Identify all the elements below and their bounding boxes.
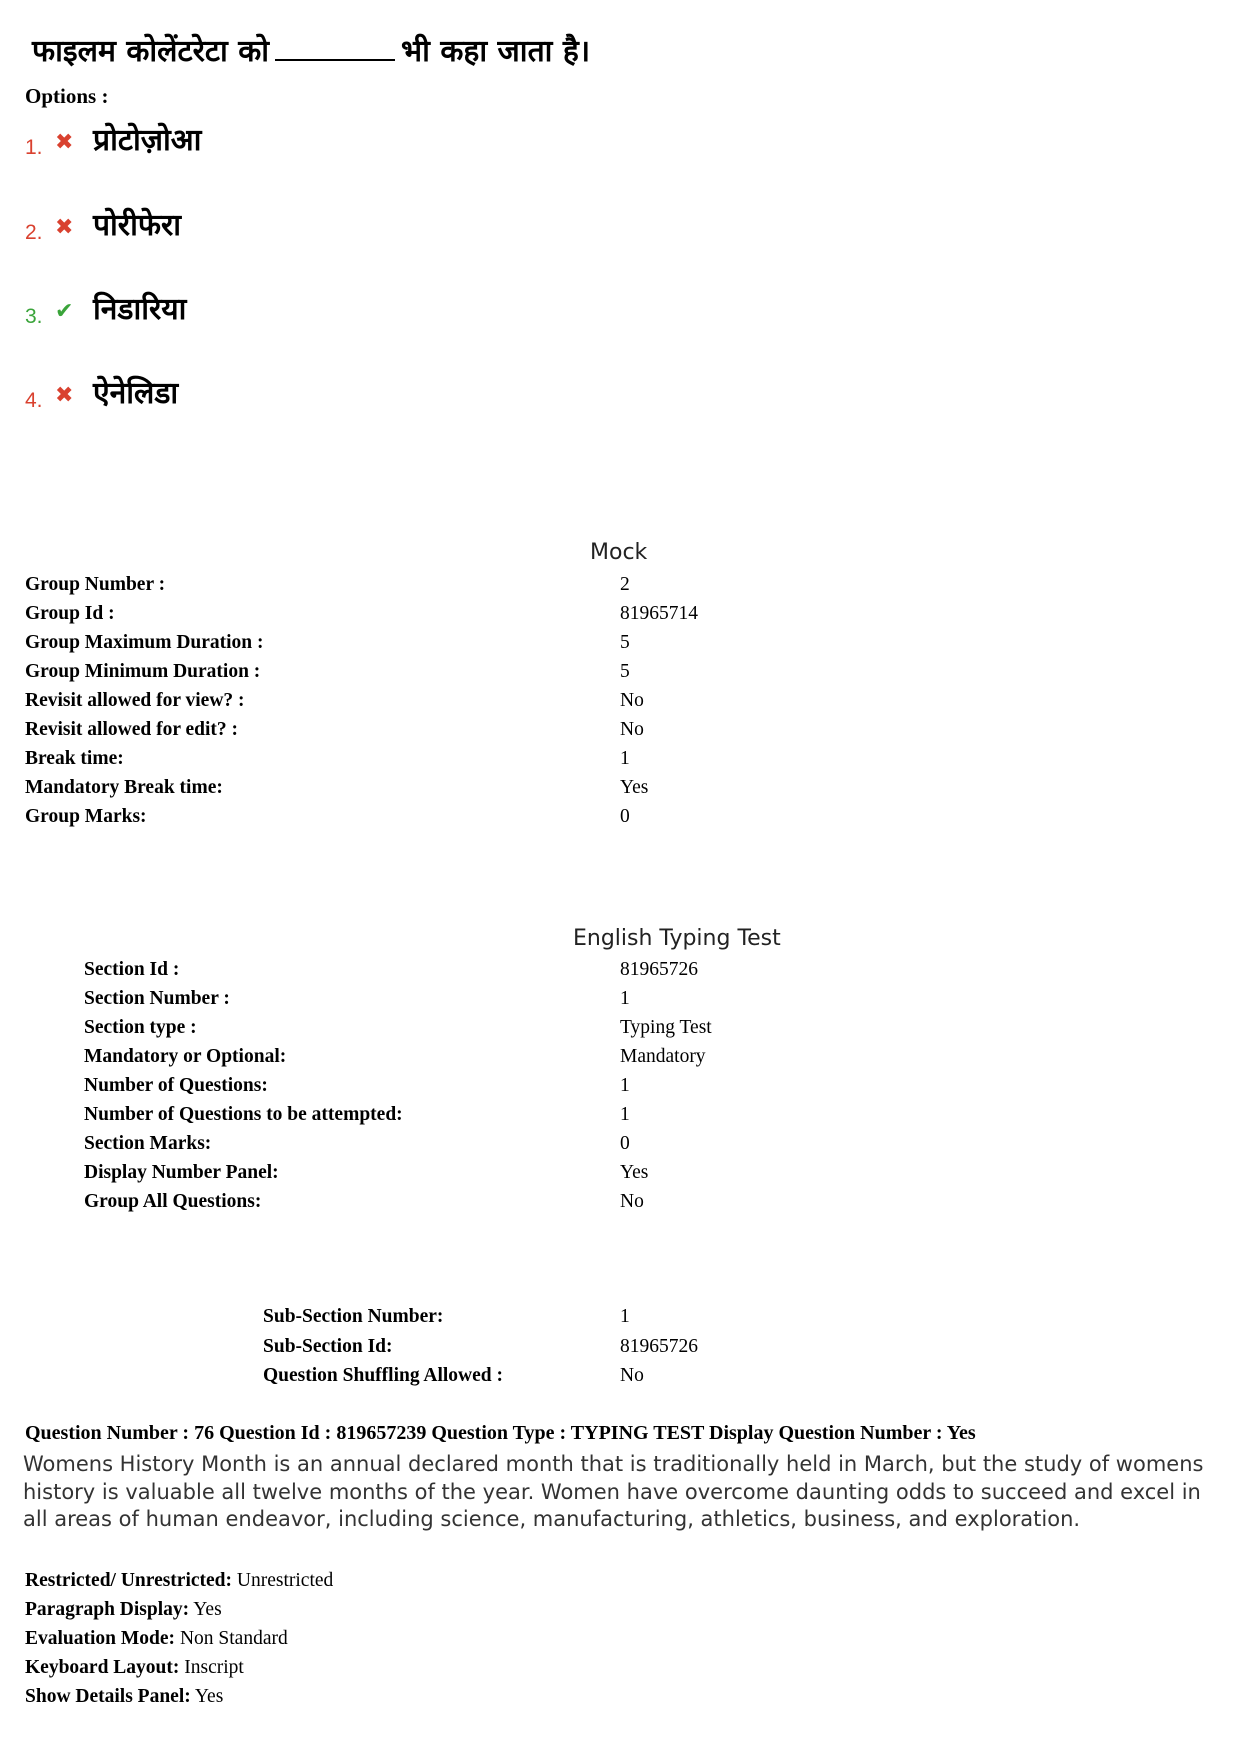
group-label: Group Marks: [25,806,147,827]
subsection-value: 81965726 [620,1335,698,1357]
section-label: Section type : [84,1017,197,1038]
typing-detail-value: Yes [193,1599,222,1620]
group-row [25,628,1200,657]
typing-detail-row [25,1657,244,1679]
typing-detail-label: Keyboard Layout: [25,1657,180,1678]
section-value: 1 [620,1104,630,1125]
section-row [84,1100,1200,1129]
typing-detail-label: Show Details Panel: [25,1686,191,1707]
section-row [84,984,1200,1013]
group-row [25,570,1200,599]
section-label: Section Number : [84,988,230,1009]
section-value: Mandatory [620,1046,706,1067]
group-label: Revisit allowed for edit? : [25,719,239,740]
subsection-value: No [620,1365,644,1386]
cross-icon: ✖ [55,215,74,240]
group-value: 5 [620,661,630,682]
group-label: Group Number : [25,574,166,595]
subsection-label: Question Shuffling Allowed : [263,1365,504,1386]
group-label: Group Maximum Duration : [25,632,264,653]
typing-detail-row [25,1686,223,1708]
section-row [84,1071,1200,1100]
group-label: Group Id : [25,603,115,624]
group-value: 0 [620,806,630,827]
group-row [25,802,1200,831]
typing-detail-value: Unrestricted [236,1570,334,1591]
group-value: No [620,690,644,711]
group-value: No [620,719,644,740]
section-value: No [620,1191,644,1212]
cross-icon: ✖ [55,383,74,408]
group-value: 81965714 [620,603,698,624]
section-heading: English Typing Test [573,926,781,951]
option-number: 2. [25,221,43,244]
section-value: Yes [620,1162,649,1183]
section-value: 81965726 [620,959,698,980]
option-item [25,287,525,327]
group-value: 5 [620,632,630,653]
group-value: 1 [620,748,630,769]
section-label: Section Id : [84,959,180,980]
typing-detail-row [25,1570,333,1592]
section-value: 0 [620,1133,630,1154]
section-label: Group All Questions: [84,1191,262,1212]
subsection-row [263,1361,1200,1390]
section-row [84,1042,1200,1071]
option-text: निडारिया [93,292,187,327]
section-label: Mandatory or Optional: [84,1046,287,1067]
typing-detail-label: Evaluation Mode: [25,1628,176,1649]
section-label: Number of Questions to be attempted: [84,1104,403,1125]
typing-paragraph: Womens History Month is an annual declared month that is traditionally held in March, but the study of womens history is valuable all twelve months of the year. Women have overcome daunting odds to succeed and excel in all areas of human endeavor, including science, manufacturing, athletics, business, and exploration. [23,1452,1204,1531]
group-label: Revisit allowed for view? : [25,690,245,711]
answer-blank [275,33,395,61]
section-label: Number of Questions: [84,1075,268,1096]
group-row [25,715,1200,744]
option-item [25,203,525,243]
subsection-row [263,1332,1200,1361]
option-number: 3. [25,305,43,328]
check-icon: ✔ [55,299,74,324]
group-row [25,686,1200,715]
section-row [84,955,1200,984]
group-label: Group Minimum Duration : [25,661,261,682]
group-row [25,744,1200,773]
section-value: 1 [620,1075,630,1096]
typing-detail-row [25,1599,222,1621]
subsection-row [263,1302,1200,1331]
group-heading: Mock [590,540,648,565]
section-label: Section Marks: [84,1133,212,1154]
subsection-value: 1 [620,1306,630,1327]
section-value: 1 [620,988,630,1009]
question-text-after: भी कहा जाता है। [401,34,591,69]
cross-icon: ✖ [55,130,74,155]
section-row [84,1187,1200,1216]
typing-detail-value: Inscript [184,1657,244,1678]
option-text: प्रोटोज़ोआ [93,123,202,158]
group-value: Yes [620,777,649,798]
typing-detail-label: Restricted/ Unrestricted: [25,1570,233,1591]
group-row [25,599,1200,628]
group-value: 2 [620,574,630,595]
typing-detail-value: Non Standard [179,1628,288,1649]
group-label: Break time: [25,748,124,769]
section-label: Display Number Panel: [84,1162,279,1183]
typing-detail-row [25,1628,288,1650]
subsection-label: Sub-Section Id: [263,1335,393,1357]
question-text-before: फाइलम कोलेंटरेटा को [32,34,270,69]
section-row [84,1158,1200,1187]
section-value: Typing Test [620,1017,712,1038]
group-label: Mandatory Break time: [25,777,223,798]
option-item [25,371,525,411]
options-label: Options : [25,84,109,108]
typing-detail-value: Yes [194,1686,224,1707]
question-info: Question Number : 76 Question Id : 819657239 Question Type : TYPING TEST Display Question Number : Yes [25,1422,976,1444]
option-text: पोरीफेरा [93,208,182,243]
option-number: 4. [25,389,43,412]
option-text: ऐनेलिडा [93,376,179,411]
option-number: 1. [25,136,43,159]
subsection-label: Sub-Section Number: [263,1306,444,1327]
group-row [25,773,1200,802]
option-item [25,118,525,158]
group-row [25,657,1200,686]
question-text [32,30,590,74]
section-row [84,1129,1200,1158]
section-row [84,1013,1200,1042]
typing-detail-label: Paragraph Display: [25,1599,190,1620]
